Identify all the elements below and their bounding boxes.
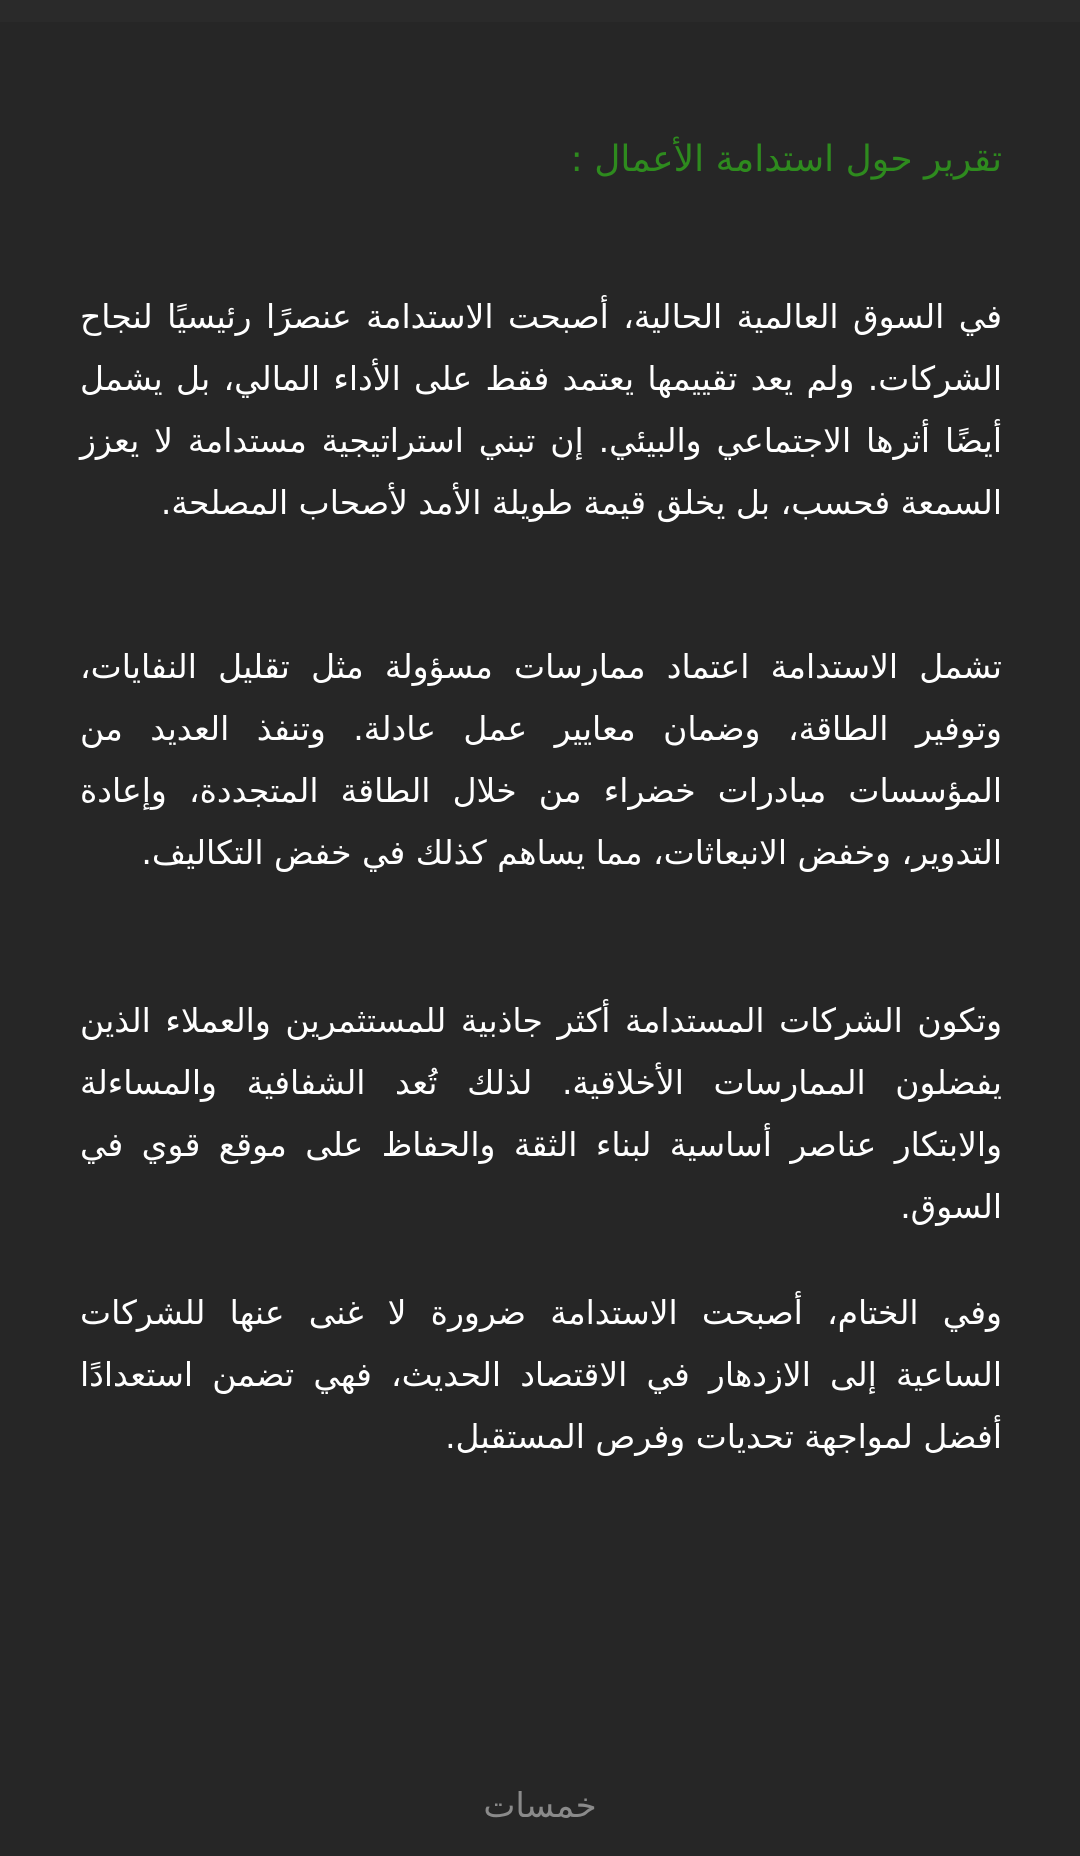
paragraph-intro: في السوق العالمية الحالية، أصبحت الاستدامة عنصرًا رئيسيًا لنجاح الشركات. ولم يعد تقييمها يعتمد فقط على الأداء المالي، بل يشمل أيضًا أثرها الاجتماعي والبيئي. إن تبني استراتيجية مستدامة لا يعزز السمعة فحسب، بل يخلق قيمة طويلة الأمد لأصحاب المصلحة. (80, 297, 1002, 522)
status-bar (0, 0, 1080, 22)
paragraph-practices: تشمل الاستدامة اعتماد ممارسات مسؤولة مثل تقليل النفايات، وتوفير الطاقة، وضمان معايير عمل عادلة. وتنفذ العديد من المؤسسات مبادرات خضراء من خلال الطاقة المتجددة، وإعادة التدوير، وخفض الانبعاثات، مما يساهم كذلك في خفض التكاليف. (80, 647, 1002, 872)
khamsat-logo: خمسات (483, 1786, 597, 1826)
page-title: تقرير حول استدامة الأعمال : (570, 139, 1002, 180)
paragraph-conclusion: وفي الختام، أصبحت الاستدامة ضرورة لا غنى عنها للشركات الساعية إلى الازدهار في الاقتصاد الحديث، فهي تضمن استعدادًا أفضل لمواجهة تحديات وفرص المستقبل. (80, 1293, 1002, 1456)
paragraph-investors: وتكون الشركات المستدامة أكثر جاذبية للمستثمرين والعملاء الذين يفضلون الممارسات الأخلاقية. لذلك تُعد الشفافية والمساءلة والابتكار عناصر أساسية لبناء الثقة والحفاظ على موقع قوي في السوق. (80, 1001, 1002, 1226)
